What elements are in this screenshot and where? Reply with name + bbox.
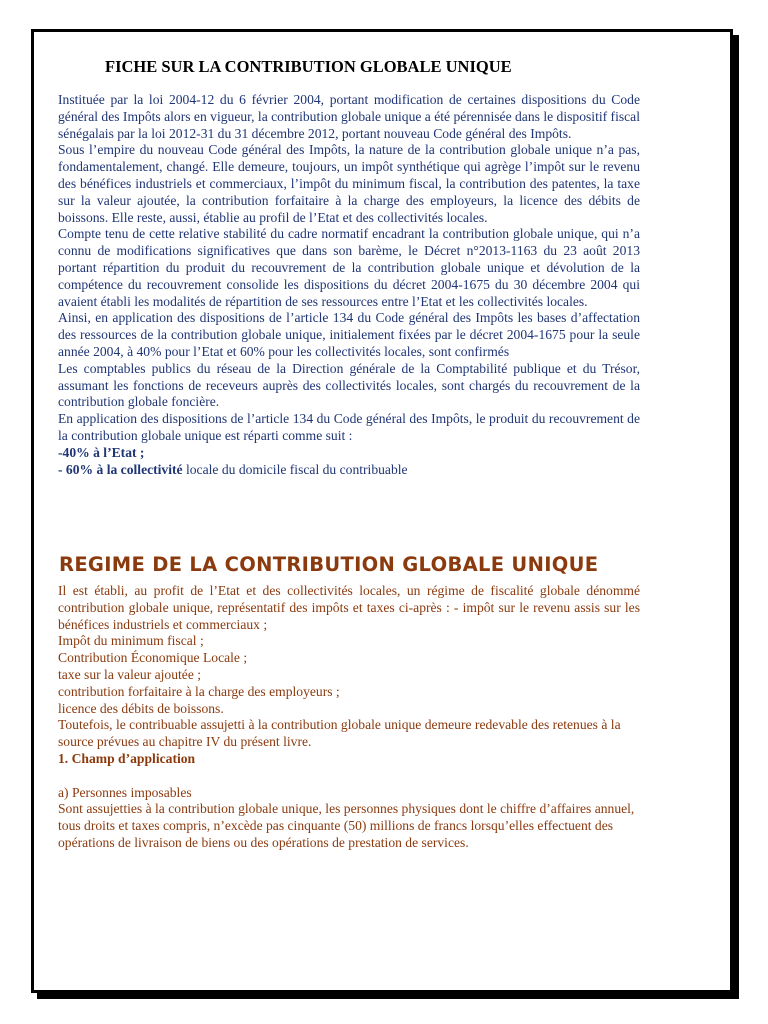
spacer xyxy=(58,768,640,785)
regime-note: Toutefois, le contribuable assujetti à la contribution globale unique demeure redevable des retenues à la source prévues au chapitre IV du présent livre. xyxy=(58,717,621,750)
intro-paragraph-5: Les comptables publics du réseau de la Direction générale de la Comptabilité publique et du Trésor, assumant les fonctions de receveurs auprès des collectivités locales, sont chargés du recouvrement de la contribution globale foncière. xyxy=(58,360,640,410)
regime-item: Contribution Économique Locale ; xyxy=(58,650,248,666)
intro-paragraph-4: Ainsi, en application des dispositions de l’article 134 du Code général des Impôts les bases d’affectation des ressources de la contribution globale unique, initialement fixées par le décret 2004-1675 pour la seule année 2004, à 40% pour l’Etat et 60% pour les collectivités locales, sont confirmés xyxy=(58,310,640,359)
subsection-a-text: Sont assujetties à la contribution globale unique, les personnes physiques dont le chiffre d’affaires annuel, tous droits et taxes compris, n’excède pas cinquante (50) millions de francs lorsqu’elles effectuent des opérations de livraison de biens ou des opérations de prestation de services. xyxy=(58,801,635,850)
share-local-rest: locale du domicile fiscal du contribuable xyxy=(182,461,408,477)
section-1-heading: 1. Champ d’application xyxy=(58,750,196,766)
intro-paragraph-3: Compte tenu de cette relative stabilité du cadre normatif encadrant la contribution globale unique, qui n’a connu de modifications significatives que dans son barème, le Décret n°2013-1163 du 23 août 2013 portant répartition du produit du recouvrement de la contribution globale unique et dévolution de la compétence du recouvrement consolide les dispositions du décret 2004-1675 du 30 décembre 2004 qui avaient établi les modalités de répartition de ses ressources entre l’Etat et les collectivités locales. xyxy=(58,226,640,309)
regime-section xyxy=(58,583,640,852)
subsection-a-heading: a) Personnes imposables xyxy=(58,784,192,800)
share-local-bold: - 60% à la collectivité xyxy=(58,461,183,477)
intro-section xyxy=(58,92,640,478)
intro-paragraph-1: Instituée par la loi 2004-12 du 6 février 2004, portant modification de certaines dispositions du Code général des Impôts alors en vigueur, la contribution globale unique a été pérennisée dans le dispositif fiscal sénégalais par la loi 2012-31 du 31 décembre 2012, portant nouveau Code général des Impôts. xyxy=(58,92,640,141)
intro-paragraph-6: En application des dispositions de l’article 134 du Code général des Impôts, le produit du recouvrement de la contribution globale unique est réparti comme suit : xyxy=(58,411,640,443)
document-title: FICHE SUR LA CONTRIBUTION GLOBALE UNIQUE xyxy=(105,57,512,76)
regime-item: taxe sur la valeur ajoutée ; xyxy=(58,666,202,682)
regime-item: licence des débits de boissons. xyxy=(58,700,224,716)
share-local-line xyxy=(58,462,640,479)
share-state-line xyxy=(58,445,640,462)
regime-item: contribution forfaitaire à la charge des employeurs ; xyxy=(58,683,340,699)
regime-heading: REGIME DE LA CONTRIBUTION GLOBALE UNIQUE xyxy=(59,553,599,576)
regime-item: Impôt du minimum fiscal ; xyxy=(58,633,204,649)
regime-intro: Il est établi, au profit de l’Etat et des collectivités locales, un régime de fiscalité globale dénommé contribution globale unique, représentatif des impôts et taxes ci-après : - impôt sur le revenu assis sur les bénéfices industriels et commerciaux ; xyxy=(58,583,640,632)
intro-paragraph-2: Sous l’empire du nouveau Code général des Impôts, la nature de la contribution globale unique n’a pas, fondamentalement, changé. Elle demeure, toujours, un impôt synthétique qui agrège l’impôt sur le revenu des bénéfices industriels et commerciaux, l’impôt du minimum fiscal, la contribution des patentes, la taxe sur la valeur ajoutée, la contribution forfaitaire à la charge des employeurs, la licence des débits de boissons. Elle reste, aussi, établie au profil de l’Etat et des collectivités locales. xyxy=(58,142,640,225)
share-state-text: -40% à l’Etat ; xyxy=(58,444,145,460)
